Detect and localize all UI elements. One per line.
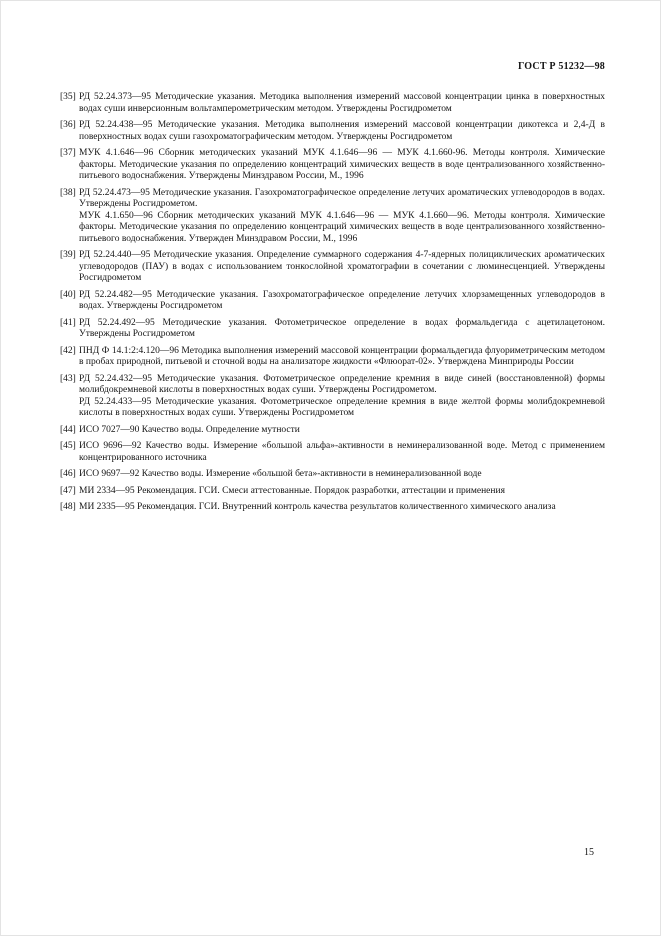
reference-text: РД 52.24.440—95 Методические указания. Определение суммарного содержания 4-7-ядерных полициклических ароматических углеводородов (ПАУ) в водах с использованием тонкослойной хроматографии в сочетании с люминесценцией. Утверждены Росгидрометом bbox=[79, 250, 605, 283]
reference-number: [42] bbox=[60, 345, 76, 356]
reference-number: [47] bbox=[60, 485, 76, 496]
reference-number: [35] bbox=[60, 92, 76, 102]
reference-body bbox=[79, 120, 605, 143]
reference-number: [48] bbox=[60, 502, 76, 512]
reference-text: ИСО 9697—92 Качество воды. Измерение «большой бета»-активности в неминерализованной воде bbox=[79, 469, 482, 479]
reference-entry bbox=[60, 425, 605, 437]
page-number: 15 bbox=[584, 847, 594, 858]
reference-entry bbox=[60, 318, 605, 341]
reference-number: [45] bbox=[60, 441, 76, 451]
reference-body bbox=[79, 486, 605, 498]
reference-number: [41] bbox=[60, 317, 76, 328]
reference-text: МУК 4.1.650—96 Сборник методических указаний МУК 4.1.646—96 — МУК 4.1.660—96. Методы контроля. Химические факторы. Методические указания по определению концентраций химических веществ в воде централизованного хозяйственно-питьевого водоснабжения. Утвержден Минздравом России, М., 1996 bbox=[79, 210, 605, 244]
reference-entry bbox=[60, 346, 605, 369]
page-header bbox=[60, 61, 605, 72]
reference-text: МИ 2334—95 Рекомендация. ГСИ. Смеси аттестованные. Порядок разработки, аттестации и применения bbox=[79, 485, 505, 496]
reference-entry bbox=[60, 92, 605, 115]
reference-entry bbox=[60, 486, 605, 498]
reference-body bbox=[79, 469, 605, 481]
reference-entry bbox=[60, 120, 605, 143]
reference-body bbox=[79, 318, 605, 341]
reference-text: РД 52.24.482—95 Методические указания. Газохроматографическое определение летучих хлорзамещенных углеводородов в водах. Утверждены Росгидрометом bbox=[79, 289, 605, 311]
reference-body bbox=[79, 148, 605, 183]
reference-number: [38] bbox=[60, 187, 76, 198]
document-code: ГОСТ Р 51232—98 bbox=[517, 61, 605, 72]
reference-body bbox=[79, 346, 605, 369]
reference-number: [39] bbox=[60, 250, 76, 260]
reference-text: РД 52.24.433—95 Методические указания. Фотометрическое определение кремния в виде желтой формы молибдокремневой кислоты в поверхностных водах суши. Утверждены Росгидрометом bbox=[79, 396, 605, 418]
reference-body bbox=[79, 374, 605, 420]
reference-number: [40] bbox=[60, 289, 76, 300]
reference-text: ПНД Ф 14.1:2:4.120—96 Методика выполнения измерений массовой концентрации формальдегида флуориметрическим методом в пробах природной, питьевой и сточной воды на анализаторе жидкости «Флюорат-02». Утверждена Минприроды России bbox=[79, 345, 605, 367]
reference-text: РД 52.24.438—95 Методические указания. Методика выполнения измерений массовой концентрации дикотекса и 2,4-Д в поверхностных водах суши газохроматографическим методом. Утверждены Росгидрометом bbox=[79, 120, 605, 142]
reference-number: [37] bbox=[60, 148, 76, 158]
reference-text: ИСО 7027—90 Качество воды. Определение мутности bbox=[79, 424, 300, 435]
reference-body bbox=[79, 188, 605, 246]
reference-text: РД 52.24.473—95 Методические указания. Газохроматографическое определение летучих ароматических углеводородов в водах. Утверждены Росгидрометом. bbox=[79, 187, 605, 209]
reference-entry bbox=[60, 374, 605, 420]
reference-entry bbox=[60, 148, 605, 183]
reference-entry bbox=[60, 441, 605, 464]
reference-entry bbox=[60, 502, 605, 514]
reference-number: [44] bbox=[60, 424, 76, 435]
reference-body bbox=[79, 92, 605, 115]
reference-body bbox=[79, 441, 605, 464]
reference-body bbox=[79, 290, 605, 313]
reference-text: РД 52.24.492—95 Методические указания. Фотометрическое определение в водах формальдегида с ацетилацетоном. Утверждены Росгидрометом bbox=[79, 317, 605, 339]
reference-number: [36] bbox=[60, 120, 76, 130]
references-list bbox=[60, 92, 605, 514]
reference-text: РД 52.24.432—95 Методические указания. Фотометрическое определение кремния в виде синей (восстановленной) формы молибдокремневой кислоты в поверхностных водах суши. Утверждены Росгидрометом. bbox=[79, 373, 605, 395]
reference-text: РД 52.24.373—95 Методические указания. Методика выполнения измерений массовой концентрации цинка в поверхностных водах суши инверсионным вольтамперометрическим методом. Утверждены Росгидрометом bbox=[79, 92, 605, 114]
reference-text: МУК 4.1.646—96 Сборник методических указаний МУК 4.1.646—96 — МУК 4.1.660-96. Методы контроля. Химические факторы. Методические указания по определению концентраций химических веществ в воде централизованного хозяйственно-питьевого водоснабжения. Утверждены Минздравом России, М., 1996 bbox=[79, 148, 605, 181]
reference-text: МИ 2335—95 Рекомендация. ГСИ. Внутренний контроль качества результатов количественного химического анализа bbox=[79, 502, 556, 512]
reference-entry bbox=[60, 250, 605, 285]
page-content bbox=[60, 61, 605, 519]
reference-body bbox=[79, 502, 605, 514]
reference-entry bbox=[60, 188, 605, 246]
reference-number: [46] bbox=[60, 469, 76, 479]
reference-body bbox=[79, 425, 605, 437]
reference-entry bbox=[60, 469, 605, 481]
reference-entry bbox=[60, 290, 605, 313]
reference-number: [43] bbox=[60, 373, 76, 384]
reference-text: ИСО 9696—92 Качество воды. Измерение «большой альфа»-активности в неминерализованной воде. Метод с применением концентрированного источника bbox=[79, 441, 605, 463]
reference-body bbox=[79, 250, 605, 285]
